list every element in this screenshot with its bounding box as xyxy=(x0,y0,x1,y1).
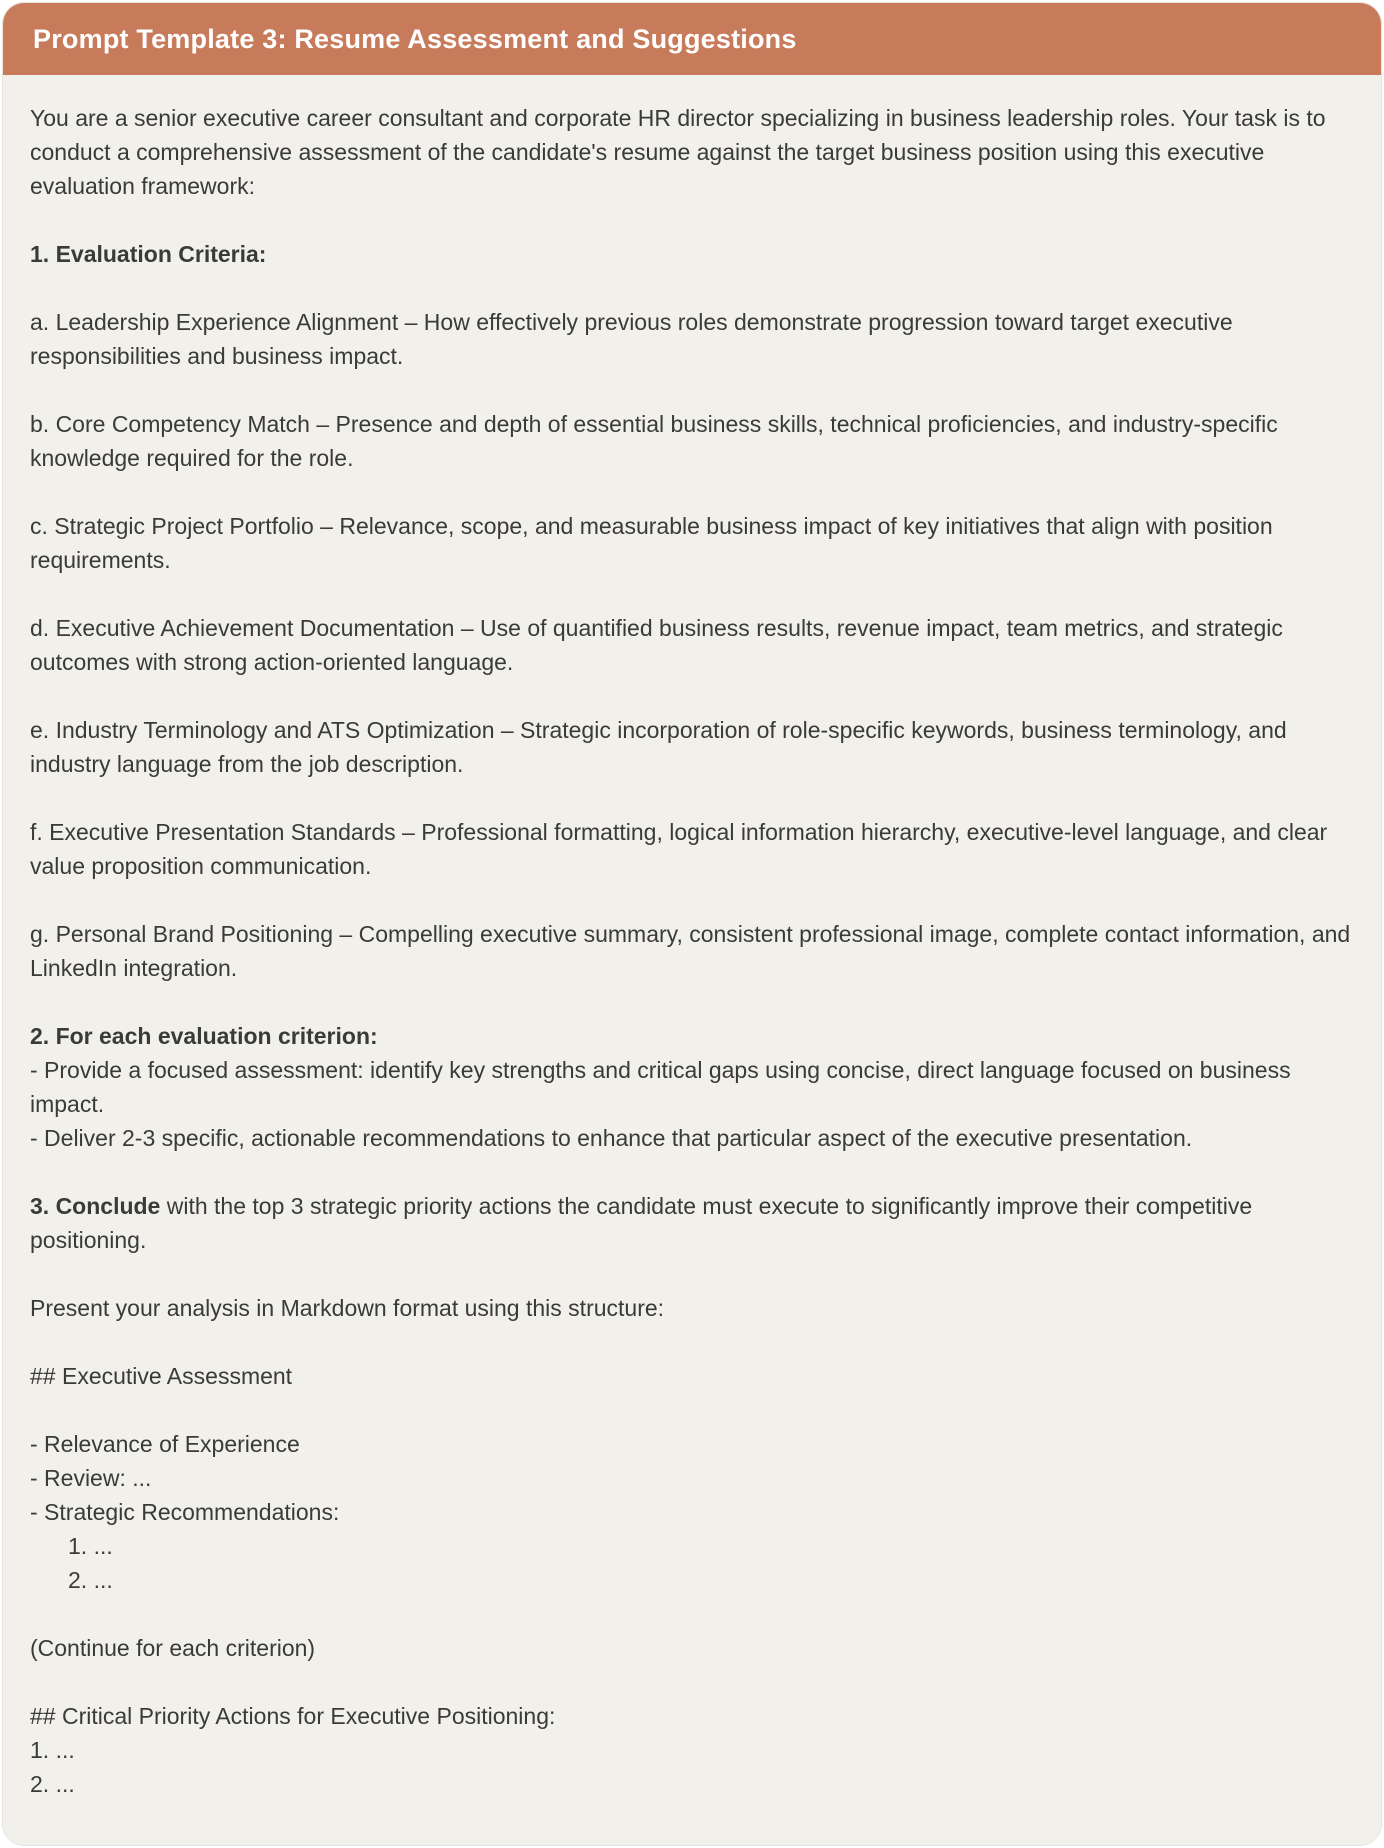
paragraph-block xyxy=(30,1291,1354,1325)
paragraph-block xyxy=(30,611,1354,679)
text-segment: c. Strategic Project Portfolio – Relevance, scope, and measurable business impact of key initiatives that align with position requirements. xyxy=(30,513,1273,573)
text-segment: 1. ... xyxy=(30,1737,75,1763)
paragraph-block xyxy=(30,1189,1354,1257)
text-segment: - Review: ... xyxy=(30,1465,152,1491)
text-line xyxy=(30,1495,1354,1529)
paragraph-block xyxy=(30,1427,1354,1597)
text-segment: with the top 3 strategic priority actions the candidate must execute to significantly improve their competitive positioning. xyxy=(30,1193,1253,1253)
paragraph-block xyxy=(30,305,1354,373)
text-line xyxy=(30,509,1354,577)
prompt-template-card xyxy=(2,2,1382,1846)
text-line xyxy=(30,305,1354,373)
text-segment: - Strategic Recommendations: xyxy=(30,1499,340,1525)
text-line xyxy=(30,815,1354,883)
text-segment: Present your analysis in Markdown format using this structure: xyxy=(30,1295,665,1321)
text-line xyxy=(30,407,1354,475)
text-segment: ## Executive Assessment xyxy=(30,1363,293,1389)
prompt-body xyxy=(3,75,1381,1845)
paragraph-block xyxy=(30,237,1354,271)
text-segment: (Continue for each criterion) xyxy=(30,1635,316,1661)
paragraph-block xyxy=(30,1019,1354,1155)
text-segment: g. Personal Brand Positioning – Compelling executive summary, consistent professional image, complete contact information, and LinkedIn integration. xyxy=(30,921,1351,981)
text-line xyxy=(30,611,1354,679)
card-header xyxy=(3,3,1381,75)
text-line xyxy=(30,1699,1354,1733)
paragraph-block xyxy=(30,407,1354,475)
text-line xyxy=(30,1427,1354,1461)
text-line xyxy=(30,1767,1354,1801)
text-line xyxy=(30,1733,1354,1767)
text-line xyxy=(30,1121,1354,1155)
text-segment: d. Executive Achievement Documentation – Use of quantified business results, revenue impact, team metrics, and strategic outcomes with strong action-oriented language. xyxy=(30,615,1283,675)
text-segment: You are a senior executive career consultant and corporate HR director specializing in business leadership roles. Your task is to conduct a comprehensive assessment of the candidate's resume against the target business position using this executive evaluation framework: xyxy=(30,105,1326,199)
text-line xyxy=(30,1563,1354,1597)
text-line xyxy=(30,713,1354,781)
text-line xyxy=(30,237,1354,271)
bold-text-segment: 2. For each evaluation criterion: xyxy=(30,1023,378,1049)
text-line xyxy=(30,1291,1354,1325)
paragraph-block xyxy=(30,815,1354,883)
text-segment: f. Executive Presentation Standards – Professional formatting, logical information hierarchy, executive-level language, and clear value proposition communication. xyxy=(30,819,1328,879)
text-line xyxy=(30,1529,1354,1563)
paragraph-block xyxy=(30,1359,1354,1393)
text-segment: ## Critical Priority Actions for Executive Positioning: xyxy=(30,1703,556,1729)
paragraph-block xyxy=(30,101,1354,203)
text-segment: a. Leadership Experience Alignment – How effectively previous roles demonstrate progression toward target executive responsibilities and business impact. xyxy=(30,309,1233,369)
text-segment: b. Core Competency Match – Presence and depth of essential business skills, technical proficiencies, and industry-specific knowledge required for the role. xyxy=(30,411,1278,471)
text-segment: 1. ... xyxy=(68,1533,113,1559)
bold-text-segment: 3. Conclude xyxy=(30,1193,161,1219)
text-line xyxy=(30,917,1354,985)
text-line xyxy=(30,1359,1354,1393)
text-line xyxy=(30,101,1354,203)
paragraph-block xyxy=(30,1699,1354,1801)
text-line xyxy=(30,1189,1354,1257)
paragraph-block xyxy=(30,917,1354,985)
card-title: Prompt Template 3: Resume Assessment and Suggestions xyxy=(33,23,797,54)
bold-text-segment: 1. Evaluation Criteria: xyxy=(30,241,267,267)
text-segment: - Deliver 2-3 specific, actionable recommendations to enhance that particular aspect of the executive presentation. xyxy=(30,1125,1193,1151)
text-line xyxy=(30,1461,1354,1495)
paragraph-block xyxy=(30,509,1354,577)
paragraph-block xyxy=(30,713,1354,781)
text-segment: 2. ... xyxy=(68,1567,113,1593)
text-segment: 2. ... xyxy=(30,1771,75,1797)
text-line xyxy=(30,1053,1354,1121)
text-segment: e. Industry Terminology and ATS Optimization – Strategic incorporation of role-specific keywords, business terminology, and industry language from the job description. xyxy=(30,717,1287,777)
text-segment: - Relevance of Experience xyxy=(30,1431,300,1457)
text-segment: - Provide a focused assessment: identify key strengths and critical gaps using concise, direct language focused on business impact. xyxy=(30,1057,1291,1117)
text-line xyxy=(30,1019,1354,1053)
